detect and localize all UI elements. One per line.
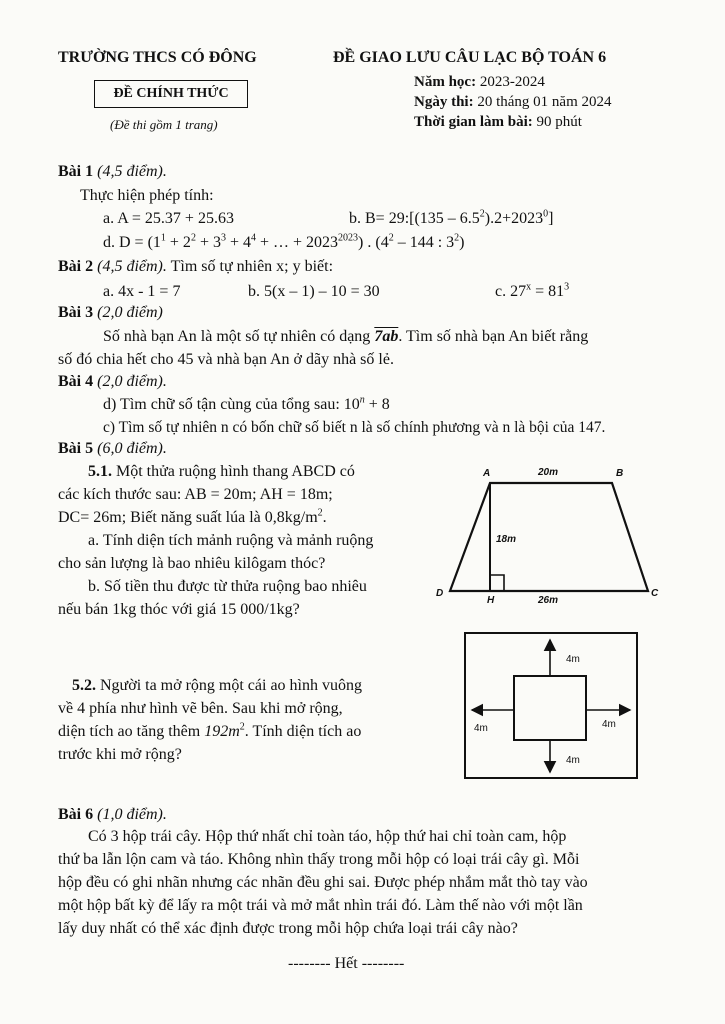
pond-figure <box>462 630 642 782</box>
bai5-1-a2: cho sản lượng là bao nhiêu kilôgam thóc? <box>58 555 326 572</box>
label-c: C <box>651 588 659 599</box>
bai6-heading: Bài 6 (1,0 điểm). <box>58 806 167 823</box>
bai1-a: a. A = 25.37 + 25.63 <box>103 210 234 227</box>
bai3-heading: Bài 3 (2,0 điểm) <box>58 304 163 321</box>
label-d: D <box>436 588 444 599</box>
school-name: TRƯỜNG THCS CÓ ĐÔNG <box>58 49 257 66</box>
bai1-d: d. $D = (1^1 + 2^2 + 3^3 + 4^4$ + … + $2023^{2023}$) . ($4^2 - 144$ : $3^2$) <box>103 232 465 251</box>
bai5-1-line1: 5.1. Một thửa ruộng hình thang ABCD có <box>88 463 355 480</box>
bai5-1-b2: nếu bán 1kg thóc với giá 15 000/1kg? <box>58 601 300 618</box>
bai6-line5: lấy duy nhất có thể xác định được trong mỗi hộp chứa loại trái cây nào? <box>58 920 518 937</box>
bai1-b: b. B= 29:[(135 – $6.5^2).2+2023^0$] <box>349 208 554 227</box>
exam-duration: Thời gian làm bài: 90 phút <box>414 114 582 130</box>
bai5-2-line1: 5.2. Người ta mở rộng một cái ao hình vuông <box>72 677 362 694</box>
bai2-c: c. $27^x = 81^3$ <box>495 281 570 300</box>
label-bottom: 4m <box>566 755 580 766</box>
label-a: A <box>483 468 491 479</box>
bai1-heading: Bài 1 (4,5 điểm). <box>58 163 167 180</box>
inner-square <box>514 676 586 740</box>
bai5-1-b1: b. Số tiền thu được từ thửa ruộng bao nhiêu <box>88 578 367 595</box>
bai5-heading: Bài 5 (6,0 điểm). <box>58 440 167 457</box>
label-b: B <box>616 468 624 479</box>
bai2-b: b. 5(x – 1) – 10 = 30 <box>248 283 380 300</box>
label-left: 4m <box>474 723 488 734</box>
official-label: ĐỀ CHÍNH THỨC <box>94 80 248 108</box>
bai5-1-a1: a. Tính diện tích mảnh ruộng và mảnh ruộng <box>88 532 374 549</box>
bai5-2-line2: về 4 phía như hình vẽ bên. Sau khi mở rộng, <box>58 700 343 717</box>
bai5-1-line3: DC= 26m; Biết năng suất lúa là $0,8kg/m^2$. <box>58 507 327 526</box>
bai6-line2: thứ ba lẫn lộn cam và táo. Không nhìn thấy trong mỗi hộp có loại trái cây gì. Mỗi <box>58 851 580 868</box>
label-ah: 18m <box>496 534 517 545</box>
bai2-a: a. 4x - 1 = 7 <box>103 283 181 300</box>
bai1-intro: Thực hiện phép tính: <box>80 187 214 204</box>
label-top: 4m <box>566 654 580 665</box>
bai4-d: d) Tìm chữ số tận cùng của tổng sau: $10^n + 8$ <box>103 394 390 413</box>
bai4-c: c) Tìm số tự nhiên n có bốn chữ số biết n là số chính phương và n là bội của 147. <box>103 419 606 436</box>
bai6-line1: Có 3 hộp trái cây. Hộp thứ nhất chỉ toàn táo, hộp thứ hai chỉ toàn cam, hộp <box>88 828 567 845</box>
bai5-2-line4: trước khi mở rộng? <box>58 746 182 763</box>
bai2-heading: Bài 2 (4,5 điểm). Tìm số tự nhiên x; y biết: <box>58 258 334 275</box>
trapezoid-shape <box>450 483 648 591</box>
outer-square <box>465 633 637 778</box>
pages-note: (Đề thi gồm 1 trang) <box>110 117 218 132</box>
bai3-line2: số đó chia hết cho 45 và nhà bạn An ở dãy nhà số lẻ. <box>58 351 394 368</box>
bai5-1-line2: các kích thước sau: AB = 20m; AH = 18m; <box>58 486 333 503</box>
school-year: Năm học: 2023-2024 <box>414 74 545 90</box>
bai6-line4: một hộp bất kỳ để lấy ra một trái và mở mắt nhìn trái đó. Làm thế nào với một lần <box>58 897 583 914</box>
bai3-line1: Số nhà bạn An là một số tự nhiên có dạng 7ab. Tìm số nhà bạn An biết rằng <box>103 328 589 345</box>
exam-title: ĐỀ GIAO LƯU CÂU LẠC BỘ TOÁN 6 <box>333 49 607 66</box>
end-marker: -------- Hết -------- <box>288 955 405 972</box>
bai5-2-line3: diện tích ao tăng thêm $192m^2$. Tính diện tích ao <box>58 721 362 740</box>
exam-date: Ngày thi: 20 tháng 01 năm 2024 <box>414 94 612 110</box>
label-h: H <box>487 595 495 606</box>
right-angle-mark <box>490 575 504 591</box>
label-dc: 26m <box>538 595 559 606</box>
trapezoid-figure <box>430 458 660 608</box>
bai6-line3: hộp đều có ghi nhãn nhưng các nhãn đều ghi sai. Được phép nhắm mắt thò tay vào <box>58 874 588 891</box>
bai4-heading: Bài 4 (2,0 điểm). <box>58 373 167 390</box>
label-right: 4m <box>602 719 616 730</box>
label-ab: 20m <box>538 467 559 478</box>
